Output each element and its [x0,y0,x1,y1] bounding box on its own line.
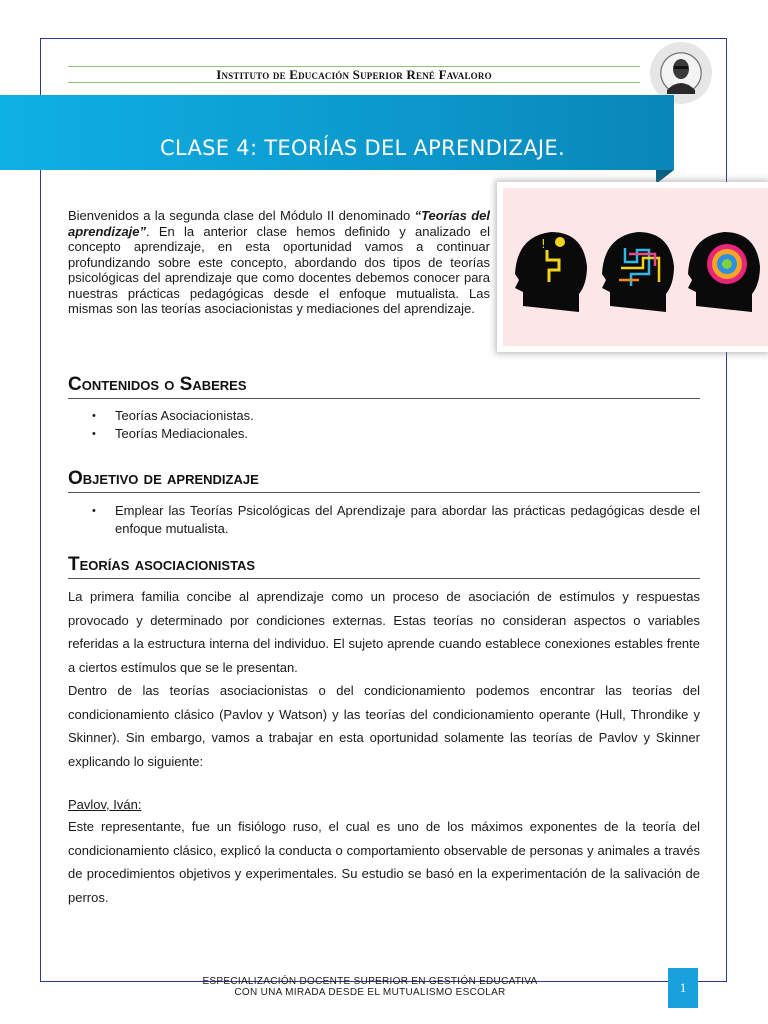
intro-emphasis: “Teorías del aprendizaje” [68,208,490,239]
associationist-paragraph-2: Dentro de las teorías asociacionistas o del condicionamiento podemos encontrar las teorías del condicionamiento clásico (Pavlov y Watson) y las teorías del condicionamiento operante (Hull, Throndike y Skinner). Sin embargo, vamos a trabajar en esta oportunidad solamente las teorías de Pavlov y Skinner explicando lo siguiente: [68,683,700,769]
objective-heading: Objetivo de aprendizaje [68,468,700,493]
contents-list [92,407,700,443]
header-rule-bottom [68,82,640,83]
intro-text-end: . En la anterior clase hemos definido y analizado el concepto aprendizaje, en esta oportunidad vamos a continuar profundizando sobre este concepto, abordando dos tipos de teorías psicológicas del aprendizaje que como docentes debemos conocer para nuestras prácticas pedagógicas desde el enfoque mutualista. Las mismas son las teorías asociacionistas y mediaciones del aprendizaje. [68,223,490,316]
pavlov-paragraph: Este representante, fue un fisiólogo ruso, el cual es uno de los máximos exponentes de la teoría del condicionamiento clásico, explicó la conducta o comportamiento observable de personas y animales a través de procedimientos objetivos y experimentales. Su estudio se basó en la experimentación de la salivación de perros. [68,819,700,905]
contents-heading: Contenidos o Saberes [68,374,700,399]
footer-line-2: CON UNA MIRADA DESDE EL MUTUALISMO ESCOLAR [234,987,506,998]
footer-program [190,976,550,998]
institute-name: Instituto de Educación Superior René Favaloro [216,67,492,82]
heads-illustration [497,182,768,352]
objective-list [92,502,700,538]
list-item: • Teorías Asociacionistas. [92,407,700,425]
svg-text:!: ! [541,237,546,251]
illustration-background [503,188,768,346]
list-item: • Teorías Mediacionales. [92,425,700,443]
footer-line-1: ESPECIALIZACIÓN DOCENTE SUPERIOR EN GESTIÓN EDUCATIVA [202,976,538,987]
three-heads-icon [503,188,768,346]
intro-paragraph [68,208,490,317]
class-title: CLASE 4: TEORÍAS DEL APRENDIZAJE. [160,136,565,160]
list-item: • Emplear las Teorías Psicológicas del Aprendizaje para abordar las prácticas pedagógicas desde el enfoque mutualista. [92,502,700,538]
pavlov-subheading: Pavlov, Iván: [68,797,142,812]
intro-text-start: Bienvenidos a la segunda clase del Módulo II denominado [68,208,415,223]
associationist-paragraph-1: La primera familia concibe al aprendizaje como un proceso de asociación de estímulos y respuestas provocado y determinado por condiciones externas. Estas teorías no consideran aspectos o variables referidas a la estructura interna del individuo. El sujeto aprende cuando establece conexiones estables frente a ciertos estímulos que se le presentan. [68,589,700,675]
associationist-heading: Teorías asociacionistas [68,554,700,579]
page-number-badge: 1 [668,968,698,1008]
